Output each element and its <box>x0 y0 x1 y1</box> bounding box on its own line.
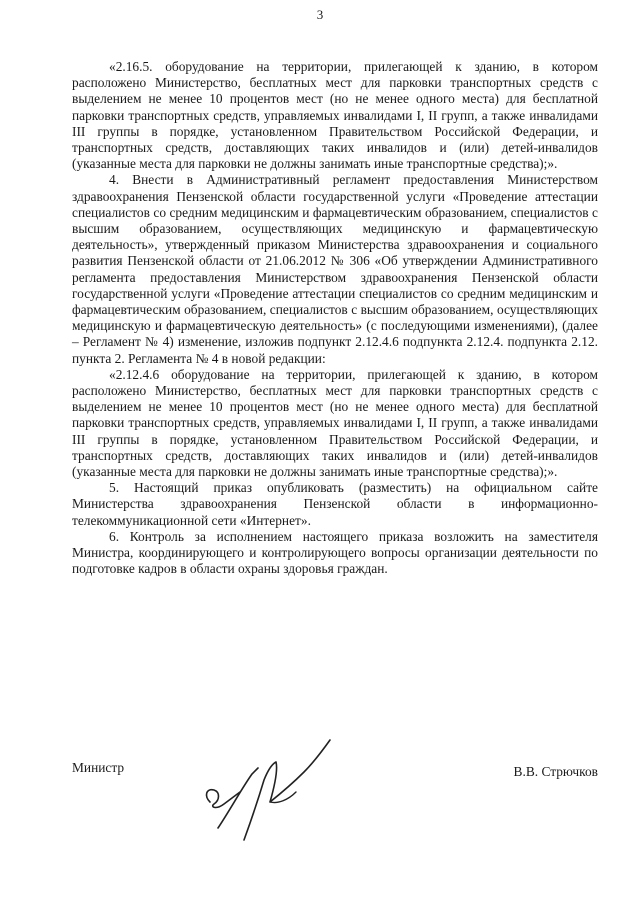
paragraph-item-6: 6. Контроль за исполнением настоящего приказа возложить на заместителя Министра, координирующего и контролирующего вопросы организации деятельности по подготовке кадров в области охраны здоровья граждан. <box>72 528 598 577</box>
paragraph-item-4: 4. Внести в Административный регламент предоставления Министерством здравоохранения Пензенской области государственной услуги «Проведение аттестации специалистов со средним медицинским и фармацевтическим образованием, специалистов с высшим образованием, осуществляющих медицинскую и фармацевтическую деятельность», утвержденный приказом Министерства здравоохранения и социального развития Пензенской области от 21.06.2012 № 306 «Об утверждении Административного регламента предоставления Министерством здравоохранения Пензенской области государственной услуги «Проведение аттестации специалистов со средним медицинским и фармацевтическим образованием, специалистов с высшим образованием, осуществляющих медицинскую и фармацевтическую деятельность» (с последующими изменениями), (далее – Регламент № 4) изменение, изложив подпункт 2.12.4.6 подпункта 2.12.4. подпункта 2.12. пункта 2. Регламента № 4 в новой редакции: <box>72 172 598 366</box>
paragraph-item-5: 5. Настоящий приказ опубликовать (разместить) на официальном сайте Министерства здравоохранения Пензенской области в информационно-телекоммуникационной сети «Интернет». <box>72 480 598 528</box>
paragraph-2-12-4-6: «2.12.4.6 оборудование на территории, прилегающей к зданию, в котором расположено Министерство, бесплатных мест для парковки транспортных средств с выделением не менее 10 процентов мест (но не менее одного места) для бесплатной парковки транспортных средств, управляемых инвалидами I, II групп, а также инвалидами III группы в порядке, установленном Правительством Российской Федерации, и транспортных средств, доставляющих таких инвалидов и (или) детей-инвалидов (указанные места для парковки не должны занимать иные транспортные средства);». <box>72 366 598 480</box>
document-body <box>72 59 598 578</box>
handwritten-signature <box>200 730 340 850</box>
signer-name: В.В. Стрючков <box>513 764 598 779</box>
page-number: 3 <box>316 7 324 22</box>
paragraph-2-16-5: «2.16.5. оборудование на территории, прилегающей к зданию, в котором расположено Министерство, бесплатных мест для парковки транспортных средств с выделением не менее 10 процентов мест (но не менее одного места) для бесплатной парковки транспортных средств, управляемых инвалидами I, II групп, а также инвалидами III группы в порядке, установленном Правительством Российской Федерации, и транспортных средств, доставляющих таких инвалидов и (или) детей-инвалидов (указанные места для парковки не должны занимать иные транспортные средства);». <box>72 59 598 172</box>
signer-title: Министр <box>72 760 125 775</box>
